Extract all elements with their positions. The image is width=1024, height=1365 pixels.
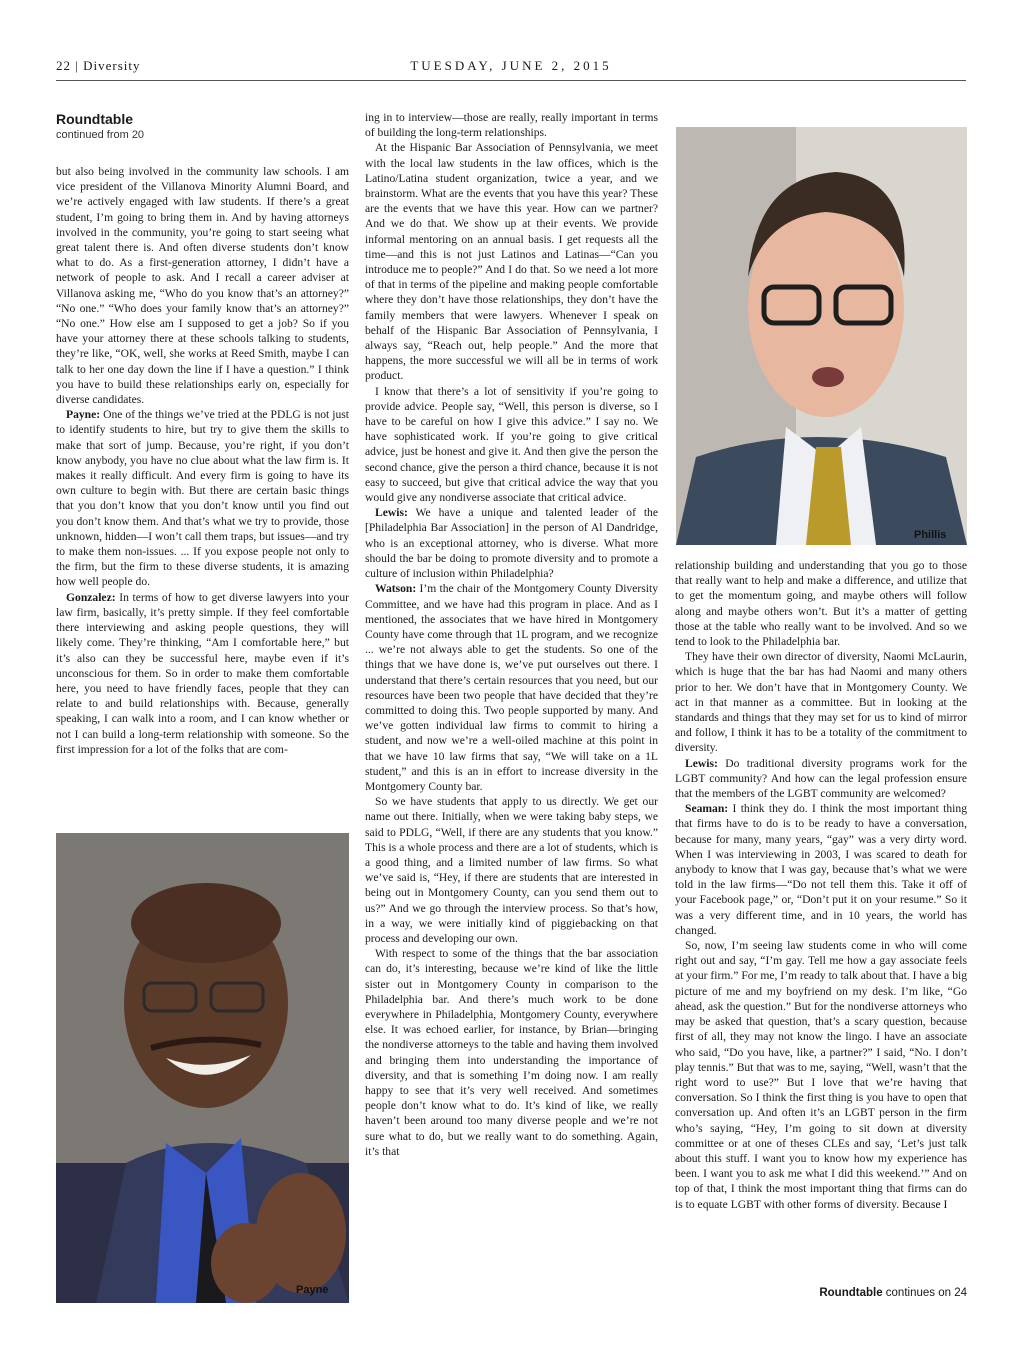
- jump-kicker: Roundtable: [819, 1287, 883, 1299]
- photo-payne: [56, 833, 349, 1303]
- speaker-name: Lewis:: [685, 756, 718, 770]
- paragraph: [365, 505, 658, 581]
- portrait-illustration: [676, 127, 967, 545]
- speaker-name: Payne:: [66, 408, 101, 422]
- paragraph: relationship building and understanding that you go to those that really want to help and make a difference, and utilize that to get the momentum going, and maybe others will follow along and maybe others won’t. But it’s a matter of getting those at the table who really want to be involved. And so we tend to look to the Philadelphia bar.: [675, 559, 967, 649]
- paragraph: At the Hispanic Bar Association of Pennsylvania, we meet with the local law students in the law offices, which is the Latino/Latina student organization, twice a year, and we brainstorm. What are the events that you have this year? These are the events that we have this year. How can we partner? And we do that. We show up at their events. We provide informal mentoring on an annual basis. I get requests all the time—and this is not just Latinos and Latinas—“Can you introduce me to people?” And I do that. So we need a lot more of that in terms of the pipeline and making people comfortable where they don’t have those relationships, they don’t have the family members that were lawyers. Whenever I speak on behalf of the Hispanic Bar Association of Pennsylvania, I always say, “Reach out, help people.” And the more that happens, the more successful we will all be in terms of work product.: [365, 141, 658, 383]
- column-1: [56, 110, 349, 757]
- section-kicker: Roundtable: [56, 111, 133, 127]
- paragraph: So we have students that apply to us directly. We get our name out there. Initially, when we were taking baby steps, we said to PDLG, “Well, if there are any students that you know.” This is a whole process and there are a lot of students, which is a good thing, and a limited number of law firms. So what we’ve said is, “Hey, if there are students that are interested in being out in Montgomery County, can you send them out to us?” And we go through the interview process. So that’s how, in a way, we were initially kind of piggiebacking on that process and developing our own.: [365, 795, 658, 945]
- speaker-text: Do traditional diversity programs work for the LGBT community? And how can the legal profession ensure that the members of the LGBT community are welcomed?: [675, 756, 967, 801]
- paragraph: [675, 756, 967, 802]
- paragraph: [56, 407, 349, 589]
- jump-line: [819, 1287, 967, 1299]
- speaker-text: We have a unique and talented leader of the [Philadelphia Bar Association] in the person of Al Dandridge, who is an exceptional attorney, who is diverse. What more should the bar be doing to promote diversity and to promote a culture of inclusion within Philadelphia?: [365, 506, 658, 581]
- paragraph: So, now, I’m seeing law students come in who will come right out and say, “I’m gay. Tell me how a gay associate feels at your firm.” For me, I’m ready to talk about that. I have a big picture of me and my boyfriend on my desk. I’m like, “Go ahead, ask the question.” But for the nondiverse attorneys who may be asked that question, that’s a scary question, because first of all, they may not know the lingo. I have an associate who said, “Do you have, like, a partner?” I said, “No. I don’t play tennis.” But that was to me, saying, “Well, wasn’t that the right word to use?” But I love that we’re having that conversation. So I think the first thing is you have to open that conversation up. And often it’s an LGBT person in the firm who’s saying, “Hey, I’m going to sit down at diversity committee or at one of theses CLEs and say, ‘Let’s just talk about this stuff. I want you to know how my experience has been. I want you to ask me what I did this weekend.’” And on top of that, I think the most important thing that firms can do is to equate LGBT with other forms of diversity. Because I: [675, 939, 968, 1211]
- speaker-text: I think they do. I think the most important thing that firms have to do is to be ready to have a conversation, because for many, many years, “gay” was a very dirty word. When I was interviewing in 2003, I was scared to death for anybody to know that I was gay, because that’s what we were told in the law firms—“Do not tell them this. Take it off of your Facebook page,” or, “Don’t put it on your resume.” So it was a very different time, and in 10 years, the world has changed.: [675, 802, 967, 937]
- speaker-name: Seaman:: [685, 802, 729, 816]
- speaker-name: Watson:: [375, 582, 417, 596]
- photo-phillis: [676, 127, 967, 545]
- paragraph: They have their own director of diversity, Naomi McLaurin, which is huge that the bar has had Naomi and many others prior to her. We don’t have that in Montgomery County. We act in that manner as a committee. But in looking at the standards and things that they may set for us to kind of mirror and follow, I think it has to be a totality of the commitment to diversity.: [675, 650, 967, 755]
- paragraph: [675, 801, 967, 938]
- paragraph: ing in to interview—those are really, really important in terms of building the long-term relationships.: [365, 111, 658, 140]
- speaker-name: Lewis:: [375, 506, 408, 520]
- column-2: [365, 110, 658, 1159]
- speaker-text: I’m the chair of the Montgomery County Diversity Committee, and we have had this program in place. And as I mentioned, the associates that we have hired in Montgomery County have come through that 1L program, and we recognize ... we’re not always able to get the students. So one of the things that we have done is, we’ve put ourselves out there. I understand that there’s certain resources that you need, but our resources have been two people that have decided that they’re committed to doing this. Two people supported by many. And we’ve gotten individual law firms to commit to hiring a student, and now we’re a well-oiled machine at this point in that we have 10 law firms that say, “We will take on a 1L student,” and this is an in effort to increase diversity in the Montgomery County bar.: [365, 582, 658, 793]
- page-folio: 22 | Diversity: [56, 58, 141, 73]
- photo-caption-payne: Payne: [296, 1284, 329, 1296]
- photo-caption-phillis: Phillis: [914, 529, 947, 541]
- speaker-name: Gonzalez:: [66, 590, 116, 604]
- portrait-illustration: [56, 833, 349, 1303]
- continued-from: continued from 20: [56, 129, 145, 141]
- paragraph: [56, 590, 349, 757]
- column-3: [675, 558, 967, 1212]
- paragraph: [365, 581, 658, 794]
- page-header: [56, 58, 966, 81]
- jump-text: continues on 24: [882, 1287, 967, 1299]
- paragraph: I know that there’s a lot of sensitivity if you’re going to provide advice. People say, “Well, this person is diverse, so I have to be careful on how I give this advice.” I say no. We have sophisticated work. If you’re going to give critical advice, just be honest and give it. And then give the person the second chance, give the person a third chance, because it is not easy to succeed, but give that critical advice the way that you would give any nondiverse associate that critical advice.: [365, 384, 658, 505]
- issue-date: TUESDAY, JUNE 2, 2015: [410, 58, 612, 73]
- speaker-text: One of the things we’ve tried at the PDLG is not just to identify students to hire, but try to give them the skills to make that sort of jump. Because, you’re right, if you don’t know anybody, you have no clue about what the law firm is. It makes it really difficult. And every firm is going to have its own culture to begin with. But there are certain basic things that you don’t know that you don’t know until you find out you don’t know them. And that’s what we try to provide, those unknown, hidden—I won’t call them traps, but issues—and try to make them non-issues. ... If you expose people not only to the firm, but the firm to these diverse students, it is amazing how well people do.: [56, 408, 349, 589]
- paragraph: With respect to some of the things that the bar association can do, it’s interesting, because we’re kind of like the little sister out in Montgomery County in comparison to the Philadelphia bar. And there’s much work to be done everywhere in Philadelphia, Montgomery County, everywhere else. It was echoed earlier, for instance, by Brian—bringing the nondiverse attorneys to the table and having them involved and bringing them into understanding the importance of diversity, and that is something I’m doing now. I am really happy to see that it’s very well received. And sometimes people don’t know what to do. It’s kind of like, we really haven’t been around too many diverse people and we’re not sure what to do, but we really want to do something. Again, it’s that: [365, 947, 658, 1158]
- paragraph: but also being involved in the community law schools. I am vice president of the Villanova Minority Alumni Board, and we’re actively engaged with law students. If there’s a great student, I’m going to bring them in. And by having attorneys involved in the community, you’re going to start seeing what great talent there is. And often diverse students don’t know what to do. As a first-generation attorney, I didn’t have a network of people to ask. And I recall a career adviser at Villanova asking me, “Who do you know that’s an attorney?” “No one.” “Who does your family know that’s an attorney?” “No one.” How else am I supposed to get a job? So if you have your attorney there at these schools talking to students, they’re like, “OK, well, she works at Reed Smith, maybe I can talk to her one day down the line if I have a question.” I think you have to build these relationships early on, especially for diverse candidates.: [56, 165, 349, 407]
- speaker-text: In terms of how to get diverse lawyers into your law firm, basically, it’s pretty simple. If they feel comfortable there interviewing and asking people questions, they will likely come. They’re thinking, “Am I comfortable here,” but it’s also can they be successful here, maybe even if it’s unconscious for them. So in order to make them comfortable here, you need to have friendly faces, people that they can relate to and build relationships with. Because, generally speaking, I can walk into a room, and I can know whether or not I can build a long-term relationship with someone. So the first impression for a lot of the folks that are com-: [56, 590, 349, 756]
